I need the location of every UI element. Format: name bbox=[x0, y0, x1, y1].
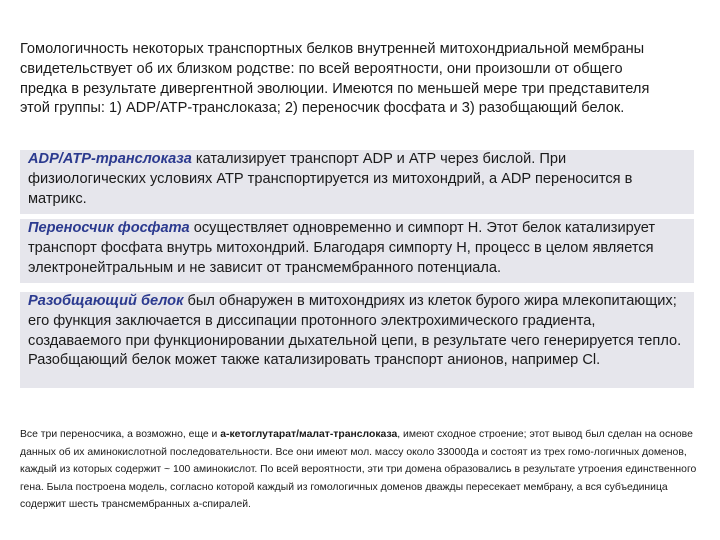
footer-enzyme-term: а-кетоглутарат/малат-транслоказа bbox=[220, 429, 398, 441]
footer-note bbox=[20, 426, 700, 513]
phosphate-carrier-term: Переносчик фосфата bbox=[28, 220, 190, 236]
uncoupling-protein-text: был обнаружен в митохондриях из клеток бурого жира млекопитающих; его функция заключается в диссипации протонного электрохимического градиента, создаваемого при функционировании дыхательной цепи, в результате чего генерируется тепло. Разобщающий белок может также катализировать транспорт анионов, например Cl. bbox=[28, 293, 682, 369]
phosphate-carrier-text: осуществляет одновременно и симпорт Н. Этот белок катализирует транспорт фосфата внутрь митохондрий. Благодаря симпорту Н, процесс в целом является электронейтральным и не зависит от трансмембранного потенциала. bbox=[28, 220, 656, 276]
footer-text-before: Все три переносчика, а возможно, еще и bbox=[20, 429, 221, 441]
intro-paragraph: Гомологичность некоторых транспортных белков внутренней митохондриальной мембраны свидетельствует об их близком родстве: по всей вероятности, они произошли от общего предка в результате дивергентной эволюции. Имеются по меньшей мере три представителя этой группы: 1) ADP/ATP-транслоказа; 2) переносчик фосфата и 3) разобщающий белок. bbox=[20, 41, 650, 117]
phosphate-carrier-paragraph bbox=[28, 219, 688, 278]
uncoupling-protein-term: Разобщающий белок bbox=[28, 293, 184, 309]
translocase-paragraph bbox=[28, 150, 688, 209]
phosphate-carrier-panel bbox=[20, 219, 694, 283]
footer-text-after: , имеют сходное строение; этот вывод был сделан на основе данных об их аминокислотной последовательности. Все они имеют мол. массу около 33000Да и состоят из трех гомо-логичных доменов, каждый из которых содержит ~ 100 аминокислот. По всей вероятности, эти три домена образовались в результате утроения единственного гена. Была построена модель, согласно которой каждый из гомологичных доменов дважды пересекает мембрану, а вся субъединица содержит шесть трансмембранных а-спиралей. bbox=[20, 429, 697, 511]
uncoupling-protein-panel bbox=[20, 292, 694, 388]
translocase-term: ADP/ATP-транслоказа bbox=[28, 151, 192, 167]
uncoupling-protein-paragraph bbox=[28, 292, 688, 371]
translocase-panel bbox=[20, 150, 694, 214]
translocase-text: катализирует транспорт ADP и АТР через бислой. При физиологических условиях АТР транспортируется из митохондрий, а ADP переносится в матрикс. bbox=[28, 151, 633, 207]
